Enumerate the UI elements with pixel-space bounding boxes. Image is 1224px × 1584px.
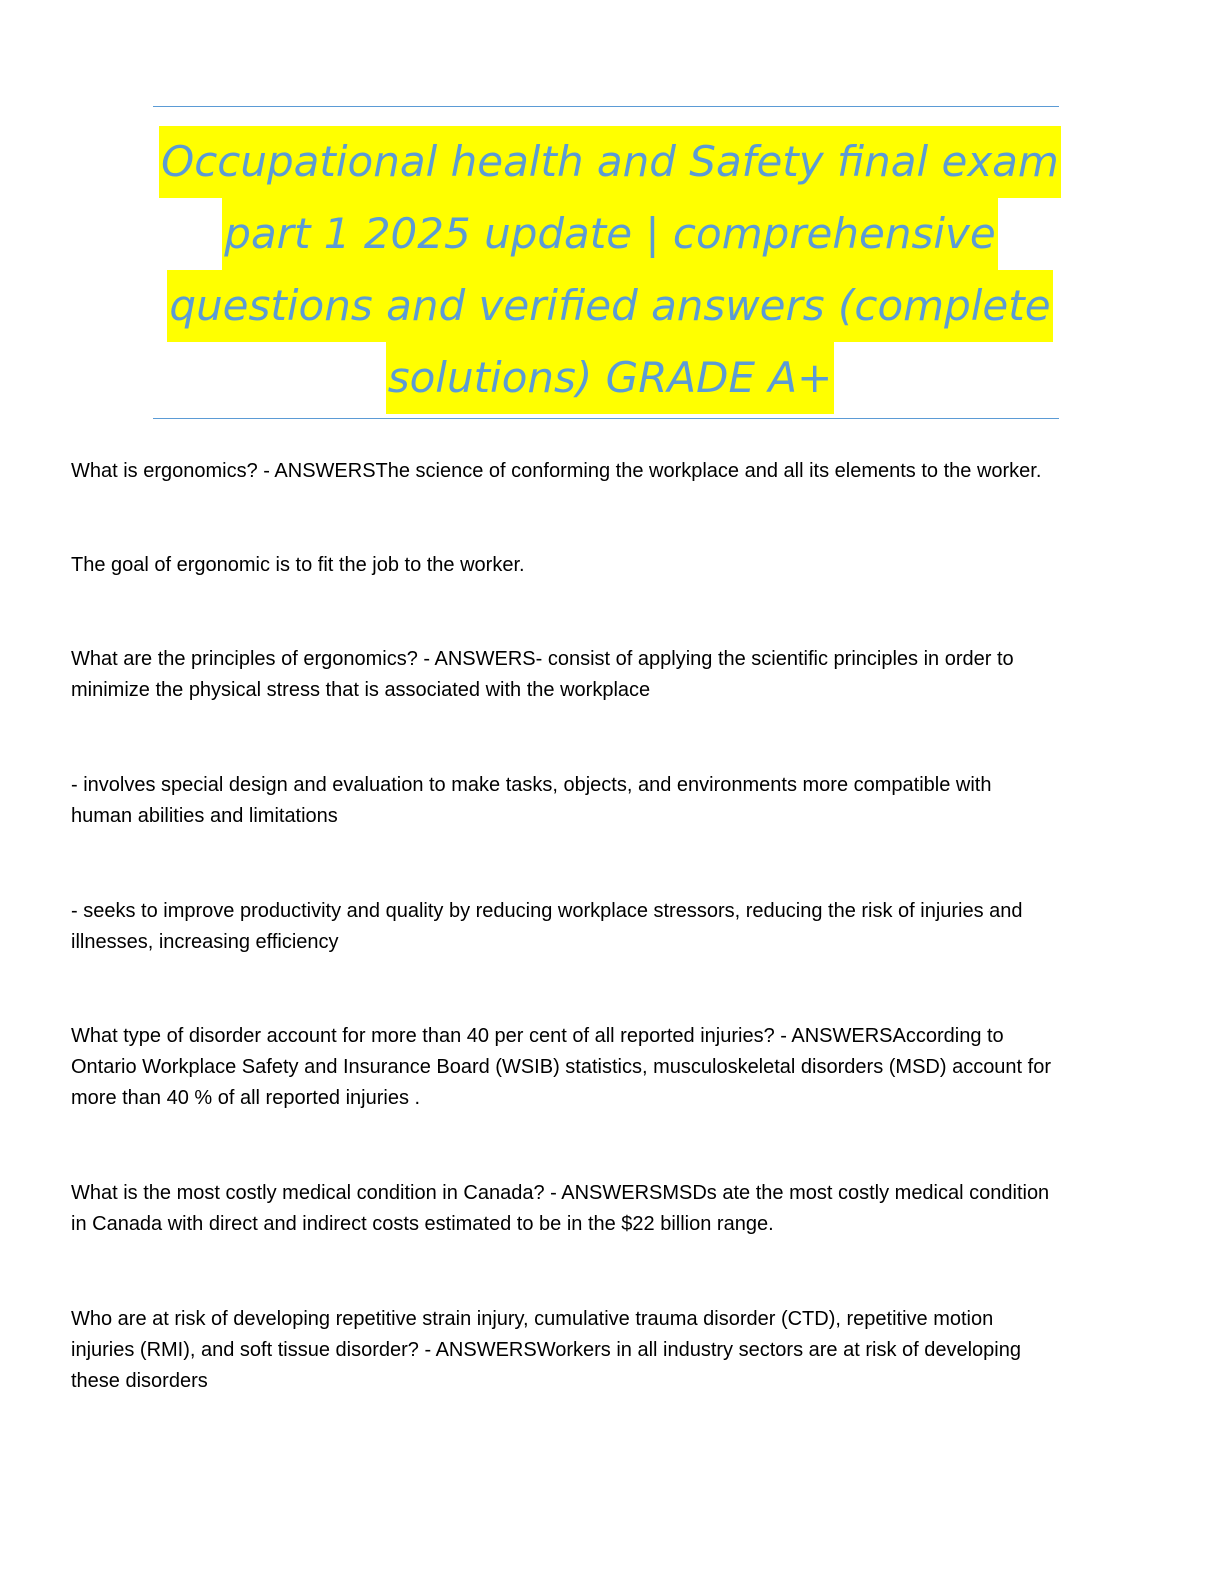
paragraph-msd-disorder [71,1021,1151,1114]
paragraph-ergonomics-goal [71,550,1151,581]
text-line: minimize the physical stress that is associated with the workplace [71,679,651,701]
title-top-rule [153,106,1059,107]
text-line: The goal of ergonomic is to fit the job to the worker. [71,554,525,576]
text-line: these disorders [71,1370,208,1392]
title-line-4: solutions) GRADE A+ [386,342,835,414]
text-line: What is ergonomics? - ANSWERSThe science of conforming the workplace and all its elements to the worker. [71,460,1042,482]
text-line: more than 40 % of all reported injuries . [71,1087,421,1109]
text-line: in Canada with direct and indirect costs estimated to be in the $22 billion range. [71,1213,774,1235]
paragraph-ergonomics-principles [71,644,1151,706]
text-line: illnesses, increasing efficiency [71,931,339,953]
document-title [110,126,1110,414]
text-line: - involves special design and evaluation to make tasks, objects, and environments more compatible with [71,774,992,796]
text-line: - seeks to improve productivity and quality by reducing workplace stressors, reducing the risk of injuries and [71,900,1023,922]
title-line-1: Occupational health and Safety final exam [159,126,1061,198]
paragraph-ergonomics-definition [71,456,1151,487]
text-line: injuries (RMI), and soft tissue disorder? - ANSWERSWorkers in all industry sectors are at risk of developing [71,1339,1021,1361]
paragraph-productivity [71,896,1151,958]
text-line: human abilities and limitations [71,805,338,827]
text-line: Ontario Workplace Safety and Insurance Board (WSIB) statistics, musculoskeletal disorders (MSD) account for [71,1056,1052,1078]
title-line-2: part 1 2025 update | comprehensive [222,198,997,270]
title-bottom-rule [153,418,1059,419]
text-line: What is the most costly medical condition in Canada? - ANSWERSMSDs ate the most costly medical condition [71,1182,1050,1204]
title-line-3: questions and verified answers (complete [167,270,1052,342]
paragraph-risk-groups [71,1304,1151,1397]
paragraph-special-design [71,770,1151,832]
paragraph-costly-condition [71,1178,1151,1240]
text-line: What are the principles of ergonomics? - ANSWERS- consist of applying the scientific principles in order to [71,648,1014,670]
text-line: Who are at risk of developing repetitive strain injury, cumulative trauma disorder (CTD), repetitive motion [71,1308,994,1330]
text-line: What type of disorder account for more than 40 per cent of all reported injuries? - ANSWERSAccording to [71,1025,1004,1047]
